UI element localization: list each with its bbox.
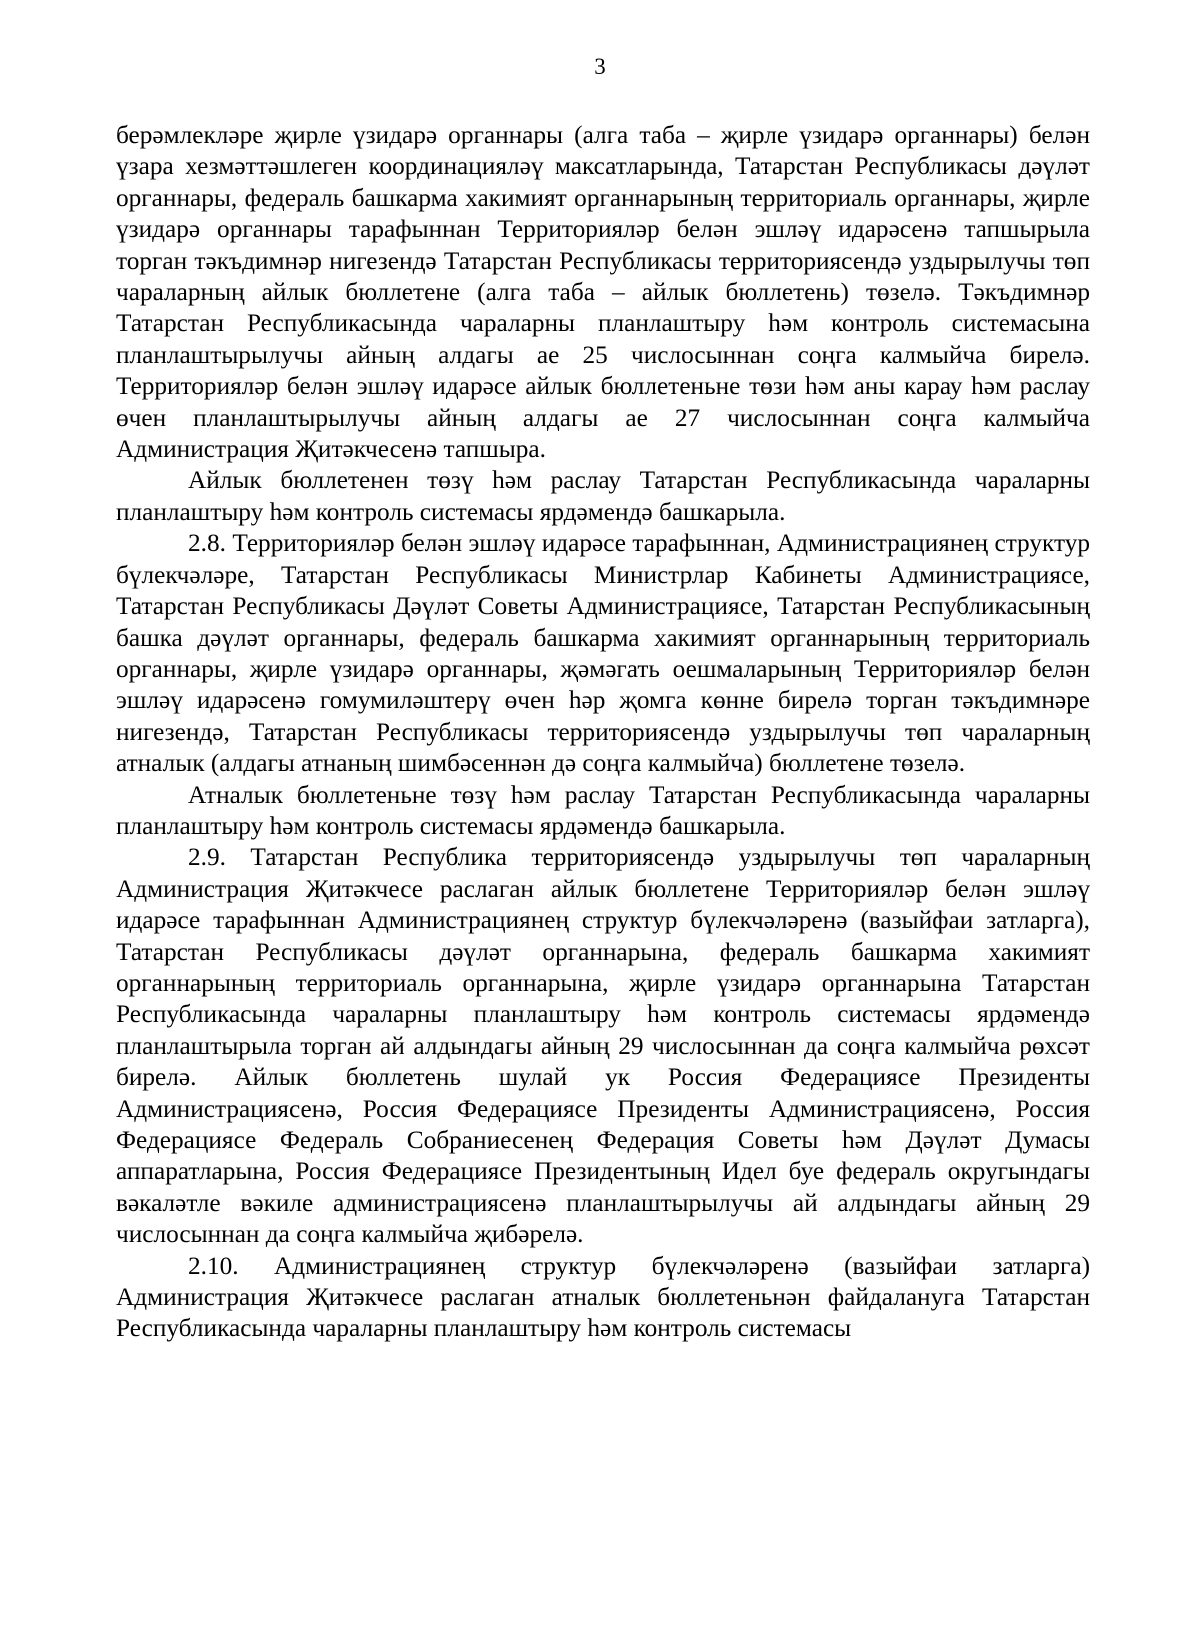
paragraph-section-2-10: 2.10. Администрациянең структур бүлекчәләренә (вазыйфаи затларга) Администрация Җитәкчесе раслаган атналык бюллетеньнән файдалануга Татарстан Республикасында чараларны планлаштыру һәм контроль системасы <box>116 1251 1090 1343</box>
document-body <box>116 120 1090 1345</box>
paragraph-weekly-bulletin-approval: Атналык бюллетеньне төзү һәм раслау Татарстан Республикасында чараларны планлаштыру һәм контроль системасы ярдәмендә башкарыла. <box>116 780 1090 840</box>
paragraph-monthly-bulletin-approval: Айлык бюллетенен төзү һәм раслау Татарстан Республикасында чараларны планлаштыру һәм контроль системасы ярдәмендә башкарыла. <box>116 466 1090 526</box>
paragraph-section-2-8: 2.8. Территорияләр белән эшләү идарәсе тарафыннан, Администрациянең структур бүлекчәләре, Татарстан Республикасы Министрлар Кабинеты Администрациясе, Татарстан Республикасы Дәүләт Советы Администрациясе, Татарстан Республикасының башка дәүләт органнары, федераль башкарма хакимият органнарының территориаль органнары, җирле үзидарә органнары, җәмәгать оешмаларының Территорияләр белән эшләү идарәсенә гомумиләштерү өчен һәр җомга көнне бирелә торган тәкъдимнәре нигезендә, Татарстан Республикасы территориясендә уздырылучы төп чараларның атналык (алдагы атнаның шимбәсеннән дә соңга калмыйча) бюллетене төзелә. <box>116 529 1090 778</box>
page-number: 3 <box>594 54 606 79</box>
paragraph-bulletin-monthly-intro: берәмлекләре җирле үзидарә органнары (алга таба – җирле үзидарә органнары) белән үзара хезмәттәшлеген координацияләү максатларында, Татарстан Республикасы дәүләт органнары, федераль башкарма хакимият органнарының территориаль органнары, җирле үзидарә органнары тарафыннан Территорияләр белән эшләү идарәсенә тапшырыла торган тәкъдимнәр нигезендә Татарстан Республикасы территориясендә уздырылучы төп чараларның айлык бюллетене (алга таба – айлык бюллетень) төзелә. Тәкъдимнәр Татарстан Республикасында чараларны планлаштыру һәм контроль системасына планлаштырылучы айның алдагы ае 25 числосыннан соңга калмыйча бирелә. Территорияләр белән эшләү идарәсе айлык бюллетеньне төзи һәм аны карау һәм раслау өчен планлаштырылучы айның алдагы ае 27 числосыннан соңга калмыйча Администрация Җитәкчесенә тапшыра. <box>116 121 1090 464</box>
paragraph-section-2-9: 2.9. Татарстан Республика территориясендә уздырылучы төп чараларның Администрация Җитәкчесе раслаган айлык бюллетене Территорияләр белән эшләү идарәсе тарафыннан Администрациянең структур бүлекчәләренә (вазыйфаи затларга), Татарстан Республикасы дәүләт органнарына, федераль башкарма хакимият органнарының территориаль органнарына, җирле үзидарә органнарына Татарстан Республикасында чараларны планлаштыру һәм контроль системасы ярдәмендә планлаштырыла торган ай алдындагы айның 29 числосыннан да соңга калмыйча рөхсәт бирелә. Айлык бюллетень шулай ук Россия Федерациясе Президенты Администрациясенә, Россия Федерациясе Президенты Администрациясенә, Россия Федерациясе Федераль Собраниесенең Федерация Советы һәм Дәүләт Думасы аппаратларына, Россия Федерациясе Президентының Идел буе федераль округындагы вәкаләтле вәкиле администрациясенә планлаштырылучы ай алдындагы айның 29 числосыннан да соңга калмыйча җибәрелә. <box>116 843 1090 1249</box>
